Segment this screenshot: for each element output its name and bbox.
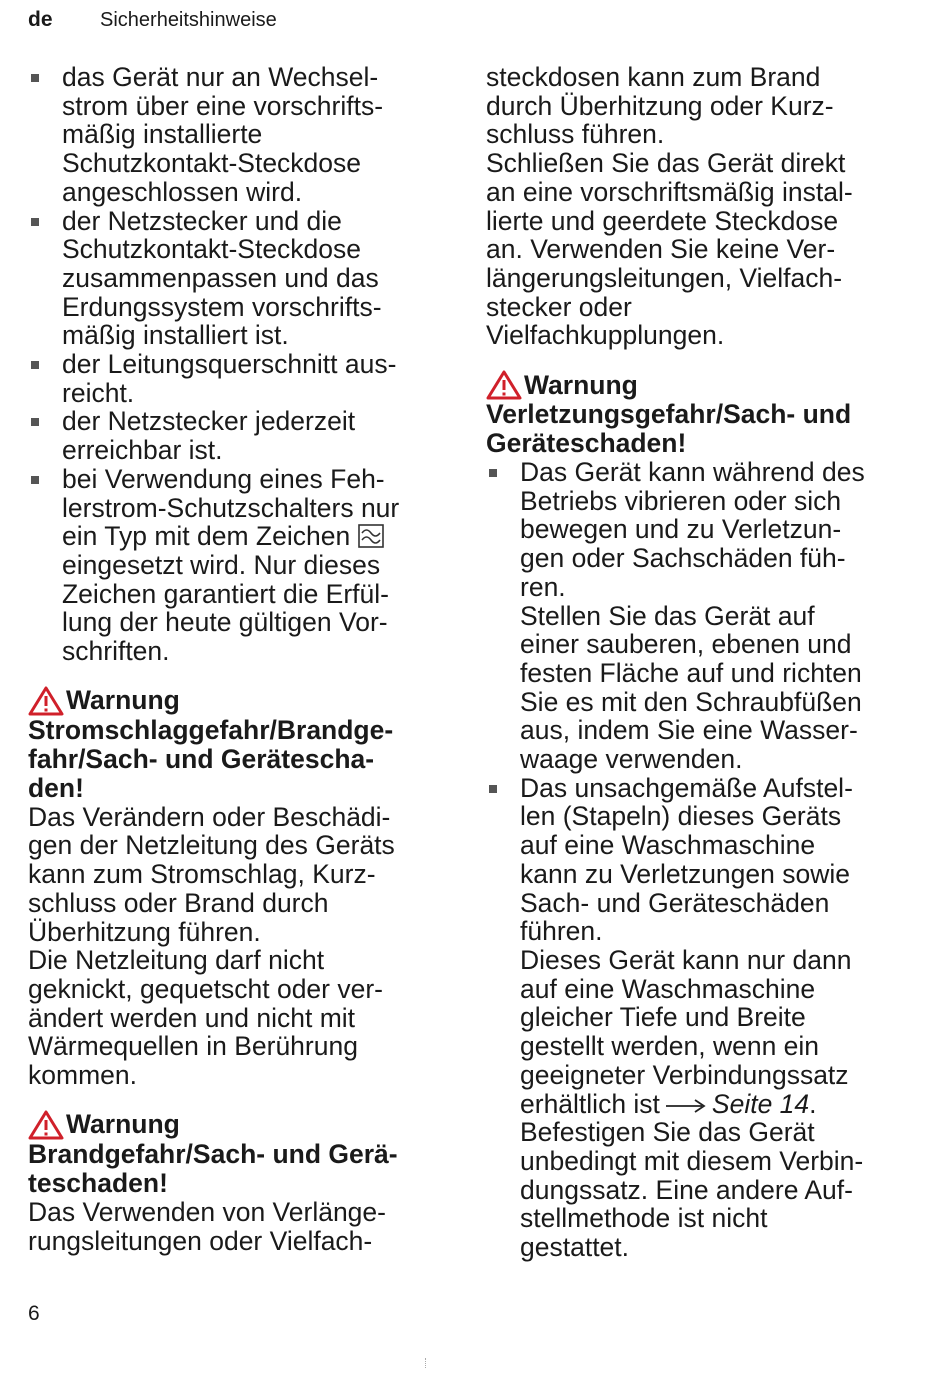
warning-triangle-icon xyxy=(28,1110,64,1140)
bullet-square-icon xyxy=(31,218,39,226)
left-column xyxy=(28,63,448,1255)
warning-block xyxy=(28,686,448,803)
paragraph: steckdosen kann zum Brand durch Überhitzung oder Kurz- schluss führen. xyxy=(486,62,834,150)
list-item-text: der Netzstecker jederzeit erreichbar ist. xyxy=(62,406,356,466)
warning-heading xyxy=(28,1110,448,1140)
list-item-text: Das unsachgemäße Aufstel- len (Stapeln) dieses Geräts auf eine Waschmaschine kann zu Verletzungen sowie Sach- und Geräteschäden führen. xyxy=(520,772,853,947)
warning-triangle-icon xyxy=(28,686,64,716)
list-item-text: der Netzstecker und die Schutzkontakt-Steckdose zusammenpassen und das Erdungssystem vorschrifts- mäßig installiert ist. xyxy=(62,205,382,351)
warning-heading xyxy=(486,370,906,400)
list-item xyxy=(28,407,448,464)
arrow-right-icon xyxy=(664,1098,708,1114)
paragraph: Das Verändern oder Beschädi- gen der Netzleitung des Geräts kann zum Stromschlag, Kurz- schluss oder Brand durch Überhitzung führen. xyxy=(28,801,395,947)
list-item-text: Befestigen Sie das Gerät unbedingt mit diesem Verbin- dungssatz. Eine andere Auf- stellmethode ist nicht gestattet. xyxy=(520,1117,864,1263)
list-item xyxy=(486,458,906,774)
bullet-square-icon xyxy=(489,469,497,477)
list-item-text: eingesetzt wird. Nur dieses Zeichen garantiert die Erfül- lung der heute gültigen Vor- schriften. xyxy=(62,549,389,667)
bullet-square-icon xyxy=(31,418,39,426)
list-item-text: Dieses Gerät kann nur dann auf eine Waschmaschine gleicher Tiefe und Breite gestellt werden, wenn ein geeigneter Verbindungssatz erhältlich ist xyxy=(520,944,852,1119)
paragraph: Schließen Sie das Gerät direkt an eine vorschriftsmäßig instal- lierte und geerdete Steckdose an. Verwenden Sie keine Ver- längerungsleitungen, Vielfach- stecker oder Vielfachkupplungen. xyxy=(486,148,853,351)
warning-title: Verletzungsgefahr/Sach- und Geräteschaden! xyxy=(486,399,852,459)
list-item xyxy=(28,207,448,351)
warning-heading xyxy=(28,686,448,716)
warning-block xyxy=(486,370,906,458)
list-item xyxy=(28,350,448,407)
list-item-text: der Leitungsquerschnitt aus- reicht. xyxy=(62,349,397,408)
warning-title: Stromschlaggefahr/Brandge- fahr/Sach- und Gerätescha- den! xyxy=(28,714,394,803)
bullet-square-icon xyxy=(31,361,39,369)
warning-block xyxy=(28,1110,448,1198)
list-item-text: das Gerät nur an Wechsel- strom über eine vorschrifts- mäßig installierte Schutzkontakt-Steckdose angeschlossen wird. xyxy=(62,62,384,207)
bullet-square-icon xyxy=(489,785,497,793)
page-mark xyxy=(425,1358,427,1368)
list-item xyxy=(486,774,906,1262)
warning-triangle-icon xyxy=(486,370,522,400)
rcd-symbol-icon xyxy=(358,524,384,548)
list-item xyxy=(28,63,448,207)
bullet-square-icon xyxy=(31,476,39,484)
punctuation: . xyxy=(809,1088,817,1119)
list-item xyxy=(28,465,448,666)
list-item-text: Das Gerät kann während des Betriebs vibrieren oder sich bewegen und zu Verletzun- gen oder Sachschäden füh- ren. xyxy=(520,457,865,602)
warning-label: Warnung xyxy=(66,1109,180,1140)
bullet-square-icon xyxy=(31,74,39,82)
section-title: Sicherheitshinweise xyxy=(100,9,277,31)
language-code: de xyxy=(28,8,53,31)
paragraph: Das Verwenden von Verlänge- rungsleitungen oder Vielfach- xyxy=(28,1196,386,1256)
list-item-text: Stellen Sie das Gerät auf einer sauberen, ebenen und festen Fläche auf und richten Sie es mit den Schraubfüßen aus, indem Sie eine Wasser- waage verwenden. xyxy=(520,600,862,775)
page-number: 6 xyxy=(28,1302,40,1325)
paragraph: Die Netzleitung darf nicht geknickt, gequetscht oder ver- ändert werden und nicht mit Wärmequellen in Berührung kommen. xyxy=(28,945,383,1091)
list-item-text: bei Verwendung eines Feh- lerstrom-Schutzschalters nur ein Typ mit dem Zeichen xyxy=(62,463,400,552)
warning-label: Warnung xyxy=(66,685,180,716)
right-column xyxy=(486,63,906,1262)
page-reference-link[interactable]: Seite 14 xyxy=(711,1088,810,1119)
warning-title: Brandgefahr/Sach- und Gerä- teschaden! xyxy=(28,1138,398,1198)
warning-label: Warnung xyxy=(524,369,638,400)
